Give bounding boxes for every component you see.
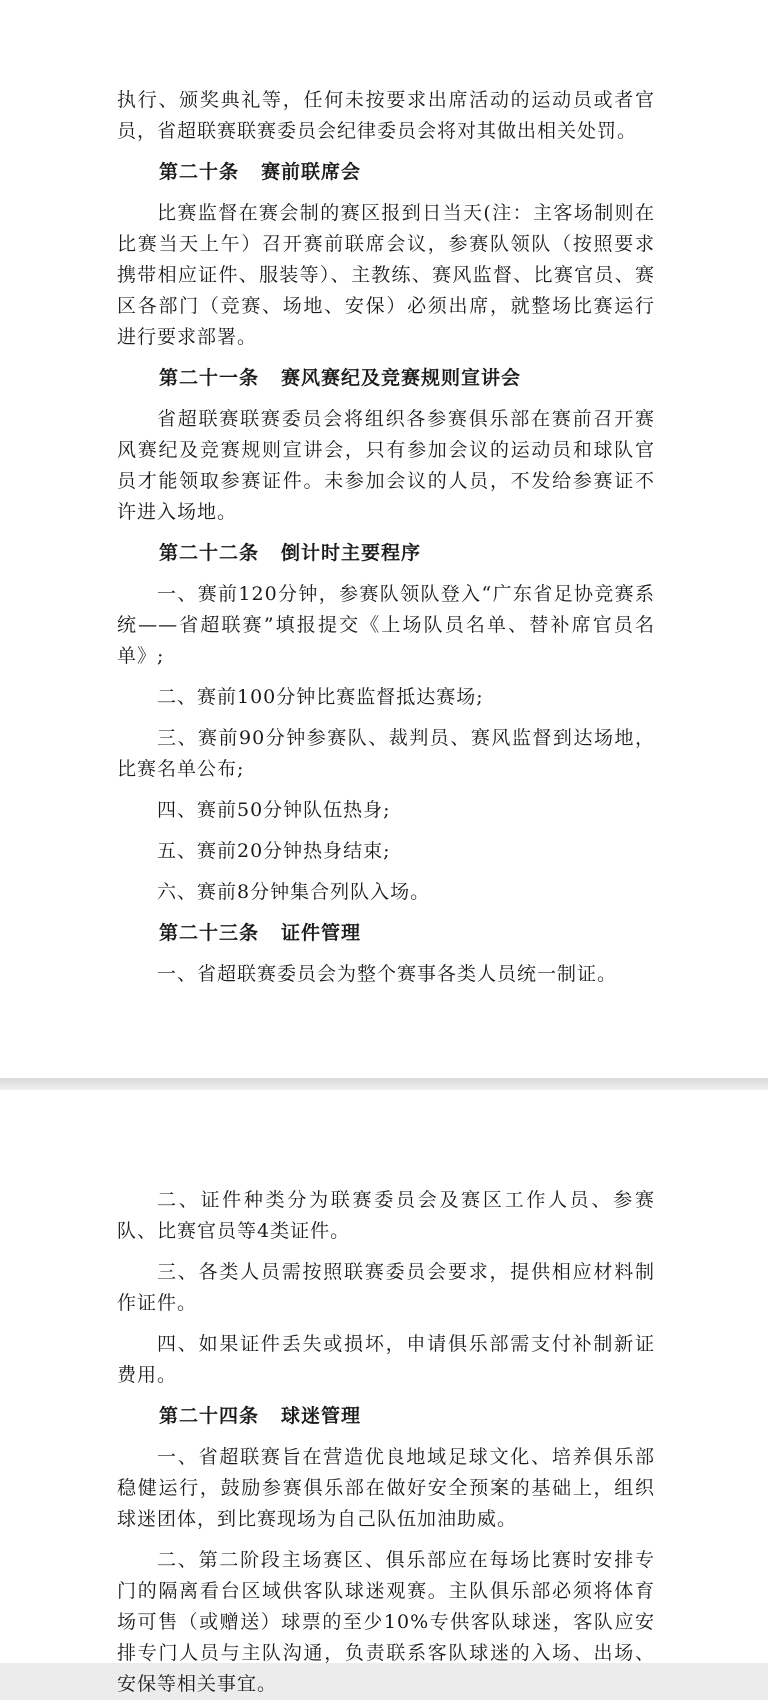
top-paragraph: 执行、颁奖典礼等，任何未按要求出席活动的运动员或者官员，省超联赛联赛委员会纪律委员会将对其做出相关处罚。 xyxy=(117,89,655,142)
article-title: 球迷管理 xyxy=(281,1405,362,1427)
page1-text xyxy=(117,85,655,990)
list-item: 四、赛前50分钟队伍热身; xyxy=(157,799,391,821)
page-divider xyxy=(0,1078,768,1090)
list-item: 三、各类人员需按照联赛委员会要求，提供相应材料制作证件。 xyxy=(117,1261,655,1314)
list-item: 三、赛前90分钟参赛队、裁判员、赛风监督到达场地，比赛名单公布; xyxy=(117,727,655,780)
list-item: 一、省超联赛委员会为整个赛事各类人员统一制证。 xyxy=(157,963,618,985)
article-title: 证件管理 xyxy=(281,922,362,944)
article-number: 第二十二条 xyxy=(159,542,260,564)
article-21-body: 省超联赛联赛委员会将组织各参赛俱乐部在赛前召开赛风赛纪及竞赛规则宣讲会，只有参加会议的运动员和球队官员才能领取参赛证件。未参加会议的人员，不发给参赛证不许进入场地。 xyxy=(117,408,655,523)
article-title: 倒计时主要程序 xyxy=(281,542,422,564)
article-24-heading xyxy=(117,1401,655,1432)
article-number: 第二十三条 xyxy=(159,922,260,944)
list-item: 四、如果证件丢失或损坏，申请俱乐部需支付补制新证费用。 xyxy=(117,1333,655,1386)
article-20-body: 比赛监督在赛会制的赛区报到日当天(注：主客场制则在比赛当天上午）召开赛前联席会议，参赛队领队（按照要求携带相应证件、服装等）、主教练、赛风监督、比赛官员、赛区各部门（竞赛、场地、安保）必须出席，就整场比赛运行进行要求部署。 xyxy=(117,202,655,348)
article-22-heading xyxy=(117,538,655,569)
document-page-2 xyxy=(0,1090,768,1695)
article-20-heading xyxy=(117,157,655,188)
list-item: 二、证件种类分为联赛委员会及赛区工作人员、参赛队、比赛官员等4类证件。 xyxy=(117,1189,655,1242)
article-21-heading xyxy=(117,363,655,394)
list-item: 二、赛前100分钟比赛监督抵达赛场; xyxy=(157,686,484,708)
list-item: 二、第二阶段主场赛区、俱乐部应在每场比赛时安排专门的隔离看台区域供客队球迷观赛。主队俱乐部必须将体育场可售（或赠送）球票的至少10%专供客队球迷，客队应安排专门人员与主队沟通，负责联系客队球迷的入场、出场、安保等相关事宜。 xyxy=(117,1549,655,1695)
article-23-heading xyxy=(117,918,655,949)
article-number: 第二十条 xyxy=(159,161,240,183)
list-item: 一、省超联赛旨在营造优良地域足球文化、培养俱乐部稳健运行，鼓励参赛俱乐部在做好安全预案的基础上，组织球迷团体，到比赛现场为自己队伍加油助威。 xyxy=(117,1446,655,1530)
article-title: 赛风赛纪及竞赛规则宣讲会 xyxy=(281,367,522,389)
article-title: 赛前联席会 xyxy=(261,161,362,183)
page2-text xyxy=(117,1185,655,1700)
list-item: 一、赛前120分钟，参赛队领队登入“广东省足协竞赛系统——省超联赛”填报提交《上场队员名单、替补席官员名单》; xyxy=(117,583,655,667)
list-item: 六、赛前8分钟集合列队入场。 xyxy=(157,881,431,903)
article-number: 第二十一条 xyxy=(159,367,260,389)
list-item: 五、赛前20分钟热身结束; xyxy=(157,840,391,862)
article-number: 第二十四条 xyxy=(159,1405,260,1427)
